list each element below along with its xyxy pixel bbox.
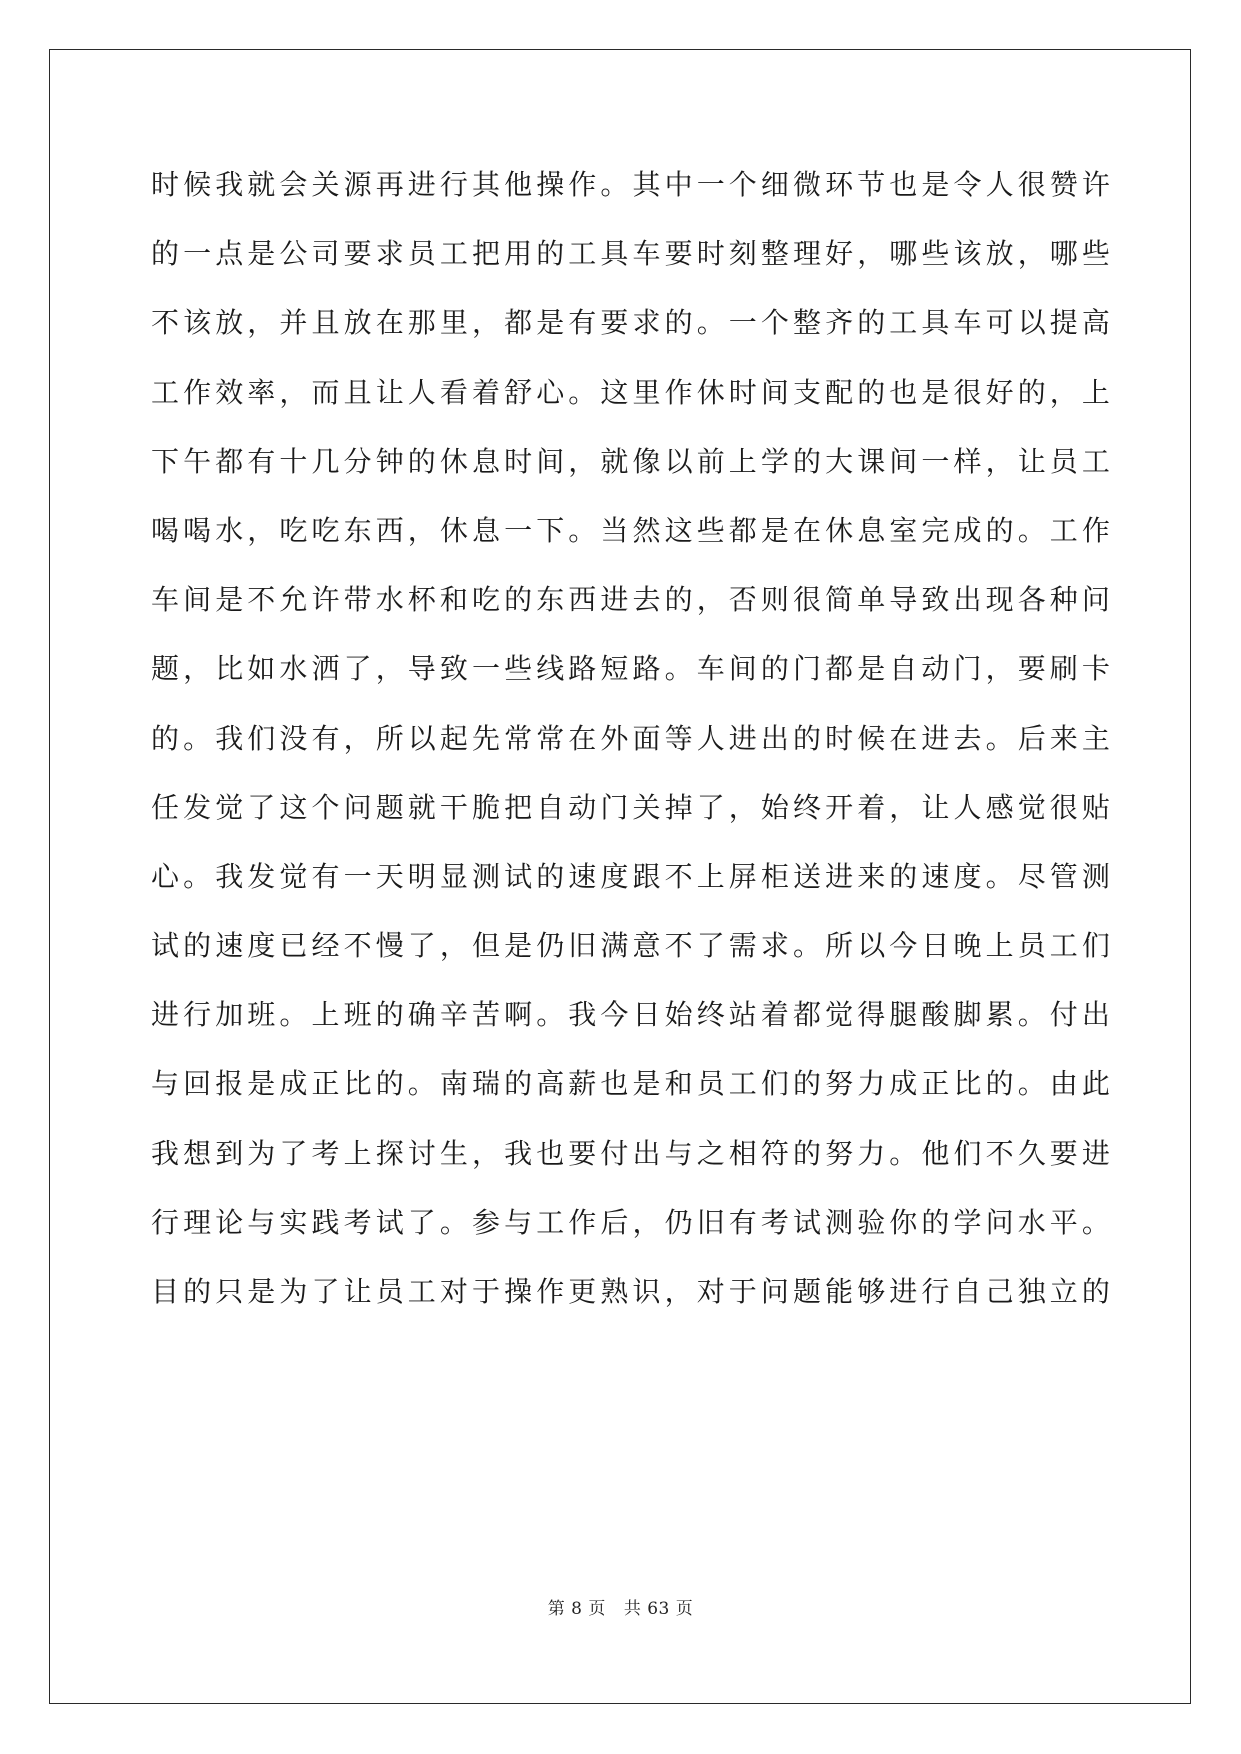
text-line: 我想到为了考上探讨生，我也要付出与之相符的努力。他们不久要进	[151, 1136, 1115, 1170]
text-line: 的。我们没有，所以起先常常在外面等人进出的时候在进去。后来主	[151, 721, 1115, 755]
text-line: 行理论与实践考试了。参与工作后，仍旧有考试测验你的学问水平。	[151, 1205, 1115, 1239]
text-line: 不该放，并且放在那里，都是有要求的。一个整齐的工具车可以提高	[151, 306, 1115, 340]
page-footer	[0, 1598, 1241, 1620]
text-line: 车间是不允许带水杯和吃的东西进去的，否则很简单导致出现各种问	[151, 583, 1115, 617]
text-line: 进行加班。上班的确辛苦啊。我今日始终站着都觉得腿酸脚累。付出	[151, 998, 1115, 1032]
document-body	[151, 165, 1115, 1341]
text-line: 喝喝水，吃吃东西，休息一下。当然这些都是在休息室完成的。工作	[151, 513, 1115, 547]
page-number: 第 8 页	[547, 1599, 606, 1619]
text-line: 目的只是为了让员工对于操作更熟识，对于问题能够进行自己独立的	[151, 1275, 1115, 1308]
text-line: 工作效率，而且让人看着舒心。这里作休时间支配的也是很好的，上	[151, 375, 1115, 409]
total-pages: 共 63 页	[623, 1599, 694, 1619]
text-line: 的一点是公司要求员工把用的工具车要时刻整理好，哪些该放，哪些	[151, 237, 1115, 271]
text-line: 时候我就会关源再进行其他操作。其中一个细微环节也是令人很赞许	[151, 168, 1115, 201]
text-line: 任发觉了这个问题就干脆把自动门关掉了，始终开着，让人感觉很贴	[151, 790, 1115, 824]
text-line: 题，比如水洒了，导致一些线路短路。车间的门都是自动门，要刷卡	[151, 652, 1115, 686]
text-line: 下午都有十几分钟的休息时间，就像以前上学的大课间一样，让员工	[151, 444, 1115, 478]
text-line: 与回报是成正比的。南瑞的高薪也是和员工们的努力成正比的。由此	[151, 1067, 1115, 1101]
text-line: 心。我发觉有一天明显测试的速度跟不上屏柜送进来的速度。尽管测	[151, 859, 1115, 893]
text-line: 试的速度已经不慢了，但是仍旧满意不了需求。所以今日晚上员工们	[151, 929, 1115, 963]
